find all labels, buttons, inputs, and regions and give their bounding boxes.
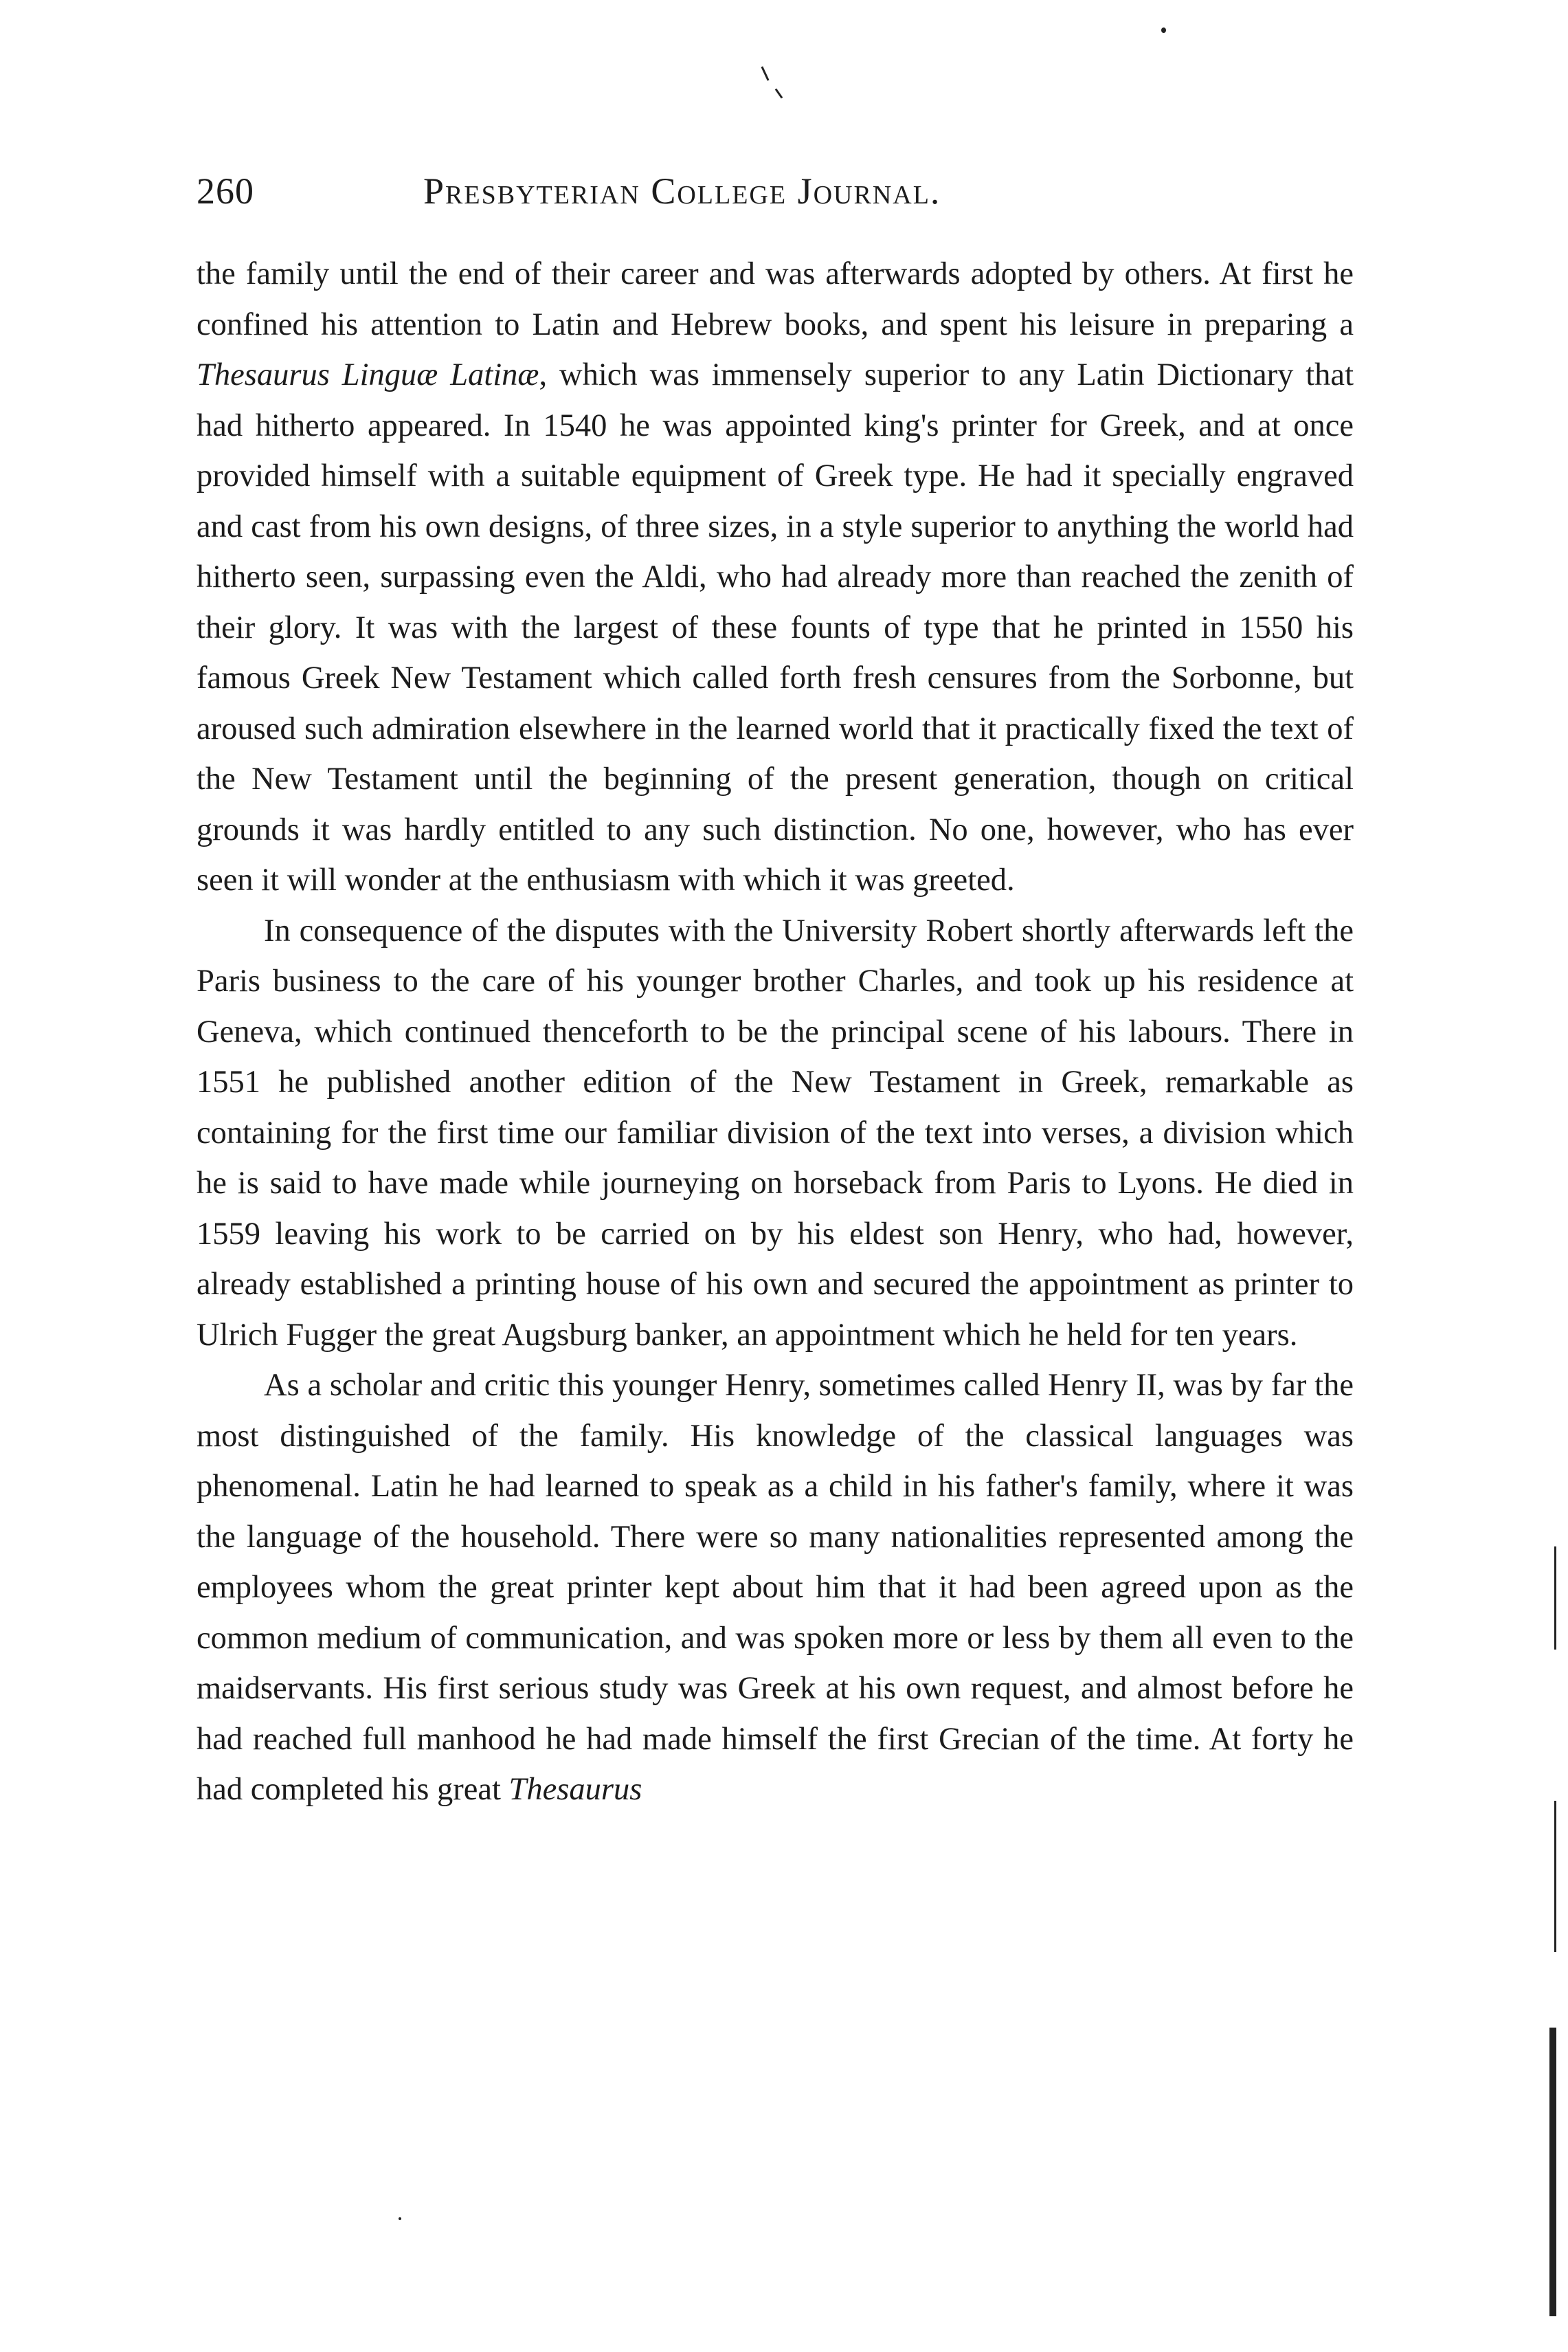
margin-line: [1554, 1546, 1556, 1650]
paragraph-3: [197, 1360, 1354, 1815]
scan-speck: [399, 2217, 401, 2220]
paragraph-1: [197, 249, 1354, 906]
paragraph-1-title-italic: Thesaurus Linguæ Latinæ: [197, 357, 539, 392]
running-title: Presbyterian College Journal.: [423, 170, 941, 212]
scan-speck: [775, 89, 783, 99]
margin-line: [1549, 2028, 1556, 2316]
paragraph-2: In consequence of the disputes with the University Robert shortly afterwards left the Paris business to the care of his younger brother Charles, and took up his residence at Geneva, which continued thenceforth to be the principal scene of his labours. There in 1551 he published another edition of the New Testament in Greek, remarkable as containing for the first time our familiar division of the text into verses, a division which he is said to have made while journeying on horseback from Paris to Lyons. He died in 1559 leaving his work to be carried on by his eldest son Henry, who had, however, already established a printing house of his own and secured the appointment as printer to Ulrich Fugger the great Augsburg banker, an appointment which he held for ten years.: [197, 913, 1354, 1353]
paragraph-1-text-c: , which was immensely superior to any Latin Dictionary that had hitherto appeared. In 1540 he was appointed king's printer for Greek, and at once provided himself with a suitable equipment of Greek type. He had it specially engraved and cast from his own designs, of three sizes, in a style superior to anything the world had hitherto seen, surpassing even the Aldi, who had already more than reached the zenith of their glory. It was with the largest of these founts of type that he printed in 1550 his famous Greek New Testament which called forth fresh censures from the Sorbonne, but aroused such admiration elsewhere in the learned world that it practically fixed the text of the New Testament until the beginning of the present generation, though on critical grounds it was hardly entitled to any such distinction. No one, however, who has ever seen it will wonder at the enthusiasm with which it was greeted.: [197, 357, 1354, 898]
paragraph-1-text-a: the family until the end of their career and was afterwards adopted by others. At first he confined his attention to Latin and Hebrew books, and spent his leisure in preparing a: [197, 256, 1354, 342]
margin-line: [1554, 1801, 1556, 1952]
paragraph-3-text-a: As a scholar and critic this younger Henry, sometimes called Henry II, was by far the most distinguished of the family. His knowledge of the classical languages was phenomenal. Latin he had learned to speak as a child in his father's family, where it was the language of the household. There were so many nationalities represented among the employees whom the great printer kept about him that it had been agreed upon as the common medium of communication, and was spoken more or less by them all even to the maidservants. His first serious study was Greek at his own request, and almost before he had reached full manhood he had made himself the first Grecian of the time. At forty he had completed his great: [197, 1368, 1354, 1807]
scan-speck: [1161, 27, 1166, 33]
paragraph-3-title-italic: Thesaurus: [508, 1772, 642, 1807]
body-text: [197, 249, 1354, 1815]
page-header: [197, 164, 1354, 219]
page-number: 260: [197, 170, 254, 212]
scan-speck: [761, 66, 769, 80]
